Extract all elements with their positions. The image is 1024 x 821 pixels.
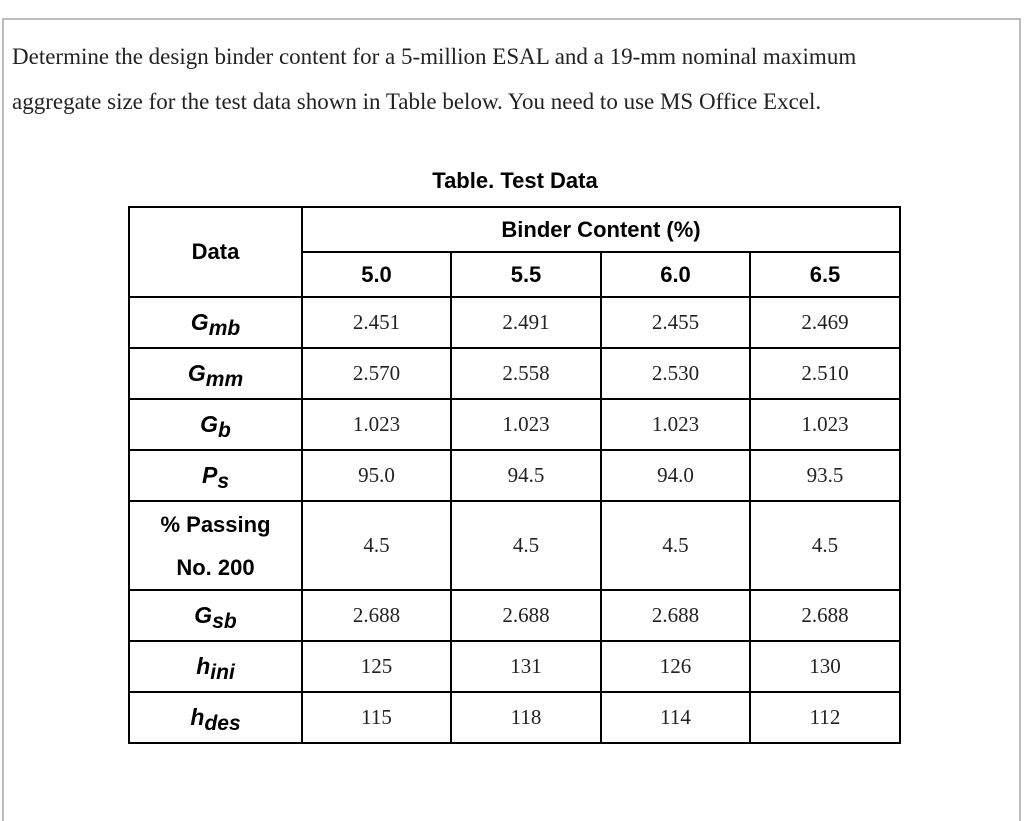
table-row — [129, 399, 900, 450]
row-label-passing-no200: % Passing No. 200 — [129, 501, 302, 590]
binder-content-header: Binder Content (%) — [302, 207, 900, 252]
table-cell: 2.455 — [601, 297, 750, 348]
table-cell: 2.469 — [750, 297, 900, 348]
table-cell: 2.688 — [750, 590, 900, 641]
table-cell: 130 — [750, 641, 900, 692]
row-label-gsb: Gsb — [129, 590, 302, 641]
table-cell: 125 — [302, 641, 451, 692]
row-label-ps: Ps — [129, 450, 302, 501]
table-cell: 2.491 — [451, 297, 601, 348]
table-cell: 118 — [451, 692, 601, 743]
row-label-hini: hini — [129, 641, 302, 692]
row-label-gmm: Gmm — [129, 348, 302, 399]
table-cell: 1.023 — [750, 399, 900, 450]
table-cell: 2.451 — [302, 297, 451, 348]
column-header: 5.5 — [451, 252, 601, 297]
table-cell: 2.558 — [451, 348, 601, 399]
table-row — [129, 348, 900, 399]
table-row — [129, 692, 900, 743]
table-cell: 112 — [750, 692, 900, 743]
table-cell: 2.530 — [601, 348, 750, 399]
table-cell: 2.570 — [302, 348, 451, 399]
row-label-gmb: Gmb — [129, 297, 302, 348]
table-row — [129, 450, 900, 501]
table-row — [129, 297, 900, 348]
table-cell: 115 — [302, 692, 451, 743]
row-label-hdes: hdes — [129, 692, 302, 743]
column-header: 6.5 — [750, 252, 900, 297]
table-row — [129, 501, 900, 590]
table-cell: 114 — [601, 692, 750, 743]
row-label-gb: Gb — [129, 399, 302, 450]
test-data-table — [128, 206, 901, 744]
table-cell: 1.023 — [601, 399, 750, 450]
table-cell: 95.0 — [302, 450, 451, 501]
table-cell: 2.688 — [451, 590, 601, 641]
table-cell: 131 — [451, 641, 601, 692]
table-cell: 94.0 — [601, 450, 750, 501]
table-cell: 4.5 — [601, 501, 750, 590]
table-cell: 126 — [601, 641, 750, 692]
table-row — [129, 641, 900, 692]
question-text — [12, 34, 1012, 124]
table-cell: 2.688 — [601, 590, 750, 641]
table-cell: 4.5 — [451, 501, 601, 590]
column-header: 6.0 — [601, 252, 750, 297]
table-cell: 1.023 — [451, 399, 601, 450]
column-header: 5.0 — [302, 252, 451, 297]
data-header: Data — [129, 207, 302, 297]
table-cell: 4.5 — [750, 501, 900, 590]
table-cell: 1.023 — [302, 399, 451, 450]
table-cell: 94.5 — [451, 450, 601, 501]
table-cell: 93.5 — [750, 450, 900, 501]
table-cell: 2.510 — [750, 348, 900, 399]
question-line-1: Determine the design binder content for a 5-million ESAL and a 19-mm nominal maximum — [12, 44, 857, 69]
table-cell: 2.688 — [302, 590, 451, 641]
table-cell: 4.5 — [302, 501, 451, 590]
table-title: Table. Test Data — [432, 168, 598, 193]
question-line-2: aggregate size for the test data shown in Table below. You need to use MS Office Excel. — [12, 89, 822, 114]
table-row — [129, 590, 900, 641]
